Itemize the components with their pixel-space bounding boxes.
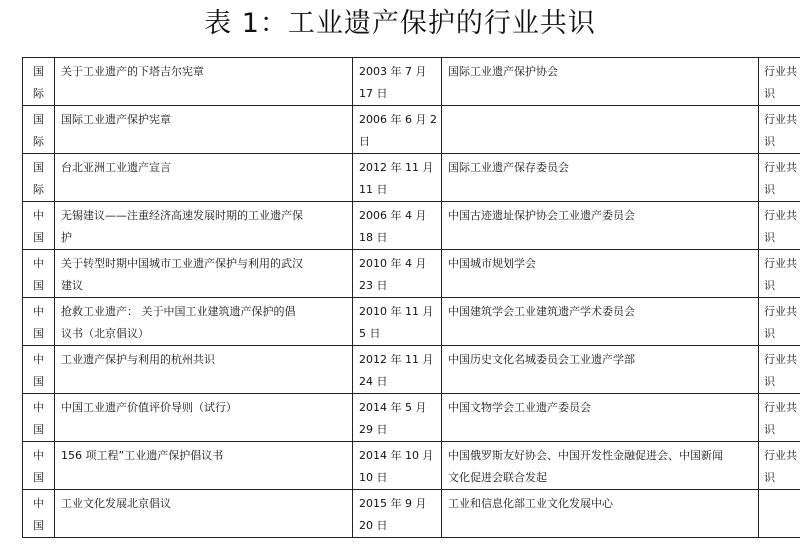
table-title: 表 1：工业遗产保护的行业共识	[204, 8, 596, 39]
table-row	[23, 202, 800, 250]
type-cell	[759, 250, 800, 298]
type-text: 识	[764, 279, 775, 292]
date-cell	[353, 202, 442, 250]
table-row	[23, 58, 800, 106]
document-name-text: 台北亚洲工业遗产宣言	[61, 161, 171, 174]
organization-text: 中国文物学会工业遗产委员会	[448, 401, 591, 414]
document-name-cell	[55, 298, 353, 346]
type-text: 行业共	[764, 257, 797, 270]
region-text: 中	[33, 257, 44, 270]
date-text: 2014 年 5 月	[359, 401, 427, 414]
organization-text: 国际工业遗产保护协会	[448, 65, 558, 78]
date-text: 18 日	[359, 231, 388, 244]
region-cell	[23, 346, 55, 394]
region-text: 国	[33, 423, 44, 436]
region-cell	[23, 154, 55, 202]
date-cell	[353, 58, 442, 106]
region-text: 中	[33, 401, 44, 414]
type-cell	[759, 298, 800, 346]
date-text: 29 日	[359, 423, 388, 436]
type-text: 行业共	[764, 305, 797, 318]
organization-text: 工业和信息化部工业文化发展中心	[448, 497, 613, 510]
region-text: 中	[33, 209, 44, 222]
table-row	[23, 346, 800, 394]
table-row	[23, 442, 800, 490]
date-cell	[353, 250, 442, 298]
document-name-cell	[55, 346, 353, 394]
region-text: 中	[33, 497, 44, 510]
organization-cell	[442, 394, 759, 442]
document-name-text: 国际工业遗产保护宪章	[61, 113, 171, 126]
organization-text: 中国俄罗斯友好协会、中国开发性金融促进会、中国新闻	[448, 449, 723, 462]
date-text: 2014 年 10 月	[359, 449, 434, 462]
document-name-text: 156 项工程”工业遗产保护倡议书	[61, 449, 224, 462]
document-name-text: 工业文化发展北京倡议	[61, 497, 171, 510]
document-name-cell	[55, 154, 353, 202]
region-text: 国	[33, 161, 44, 174]
document-name-text: 无锡建议——注重经济高速发展时期的工业遗产保	[61, 209, 303, 222]
type-text: 识	[764, 183, 775, 196]
table-row	[23, 490, 800, 538]
date-text: 2006 年 4 月	[359, 209, 427, 222]
region-text: 际	[33, 183, 44, 196]
organization-text: 国际工业遗产保存委员会	[448, 161, 569, 174]
type-cell	[759, 346, 800, 394]
date-cell	[353, 106, 442, 154]
type-cell	[759, 394, 800, 442]
date-text: 10 日	[359, 471, 388, 484]
table-row	[23, 154, 800, 202]
type-cell	[759, 442, 800, 490]
region-text: 中	[33, 353, 44, 366]
type-cell	[759, 58, 800, 106]
document-name-cell	[55, 106, 353, 154]
date-text: 11 日	[359, 183, 388, 196]
region-text: 国	[33, 471, 44, 484]
organization-cell	[442, 346, 759, 394]
type-text: 识	[764, 423, 775, 436]
date-cell	[353, 394, 442, 442]
date-text: 2012 年 11 月	[359, 353, 434, 366]
document-name-cell	[55, 58, 353, 106]
date-text: 23 日	[359, 279, 388, 292]
document-name-cell	[55, 442, 353, 490]
region-text: 国	[33, 375, 44, 388]
organization-text: 中国城市规划学会	[448, 257, 536, 270]
region-cell	[23, 202, 55, 250]
date-text: 17 日	[359, 87, 388, 100]
type-text: 行业共	[764, 113, 797, 126]
type-text: 行业共	[764, 353, 797, 366]
document-name-cell	[55, 202, 353, 250]
date-cell	[353, 298, 442, 346]
region-cell	[23, 298, 55, 346]
document-name-text: 抢救工业遗产： 关于中国工业建筑遗产保护的倡	[61, 305, 296, 318]
region-text: 国	[33, 113, 44, 126]
date-text: 20 日	[359, 519, 388, 532]
type-text: 识	[764, 87, 775, 100]
region-text: 国	[33, 519, 44, 532]
document-name-text: 工业遗产保护与利用的杭州共识	[61, 353, 215, 366]
region-cell	[23, 106, 55, 154]
type-text: 行业共	[764, 161, 797, 174]
organization-text: 文化促进会联合发起	[448, 471, 547, 484]
table-row	[23, 298, 800, 346]
document-name-text: 关于转型时期中国城市工业遗产保护与利用的武汉	[61, 257, 303, 270]
type-text: 行业共	[764, 449, 797, 462]
organization-cell	[442, 298, 759, 346]
date-text: 2012 年 11 月	[359, 161, 434, 174]
organization-cell	[442, 490, 759, 538]
region-text: 国	[33, 327, 44, 340]
document-name-text: 关于工业遗产的下塔吉尔宪章	[61, 65, 204, 78]
region-text: 际	[33, 135, 44, 148]
region-cell	[23, 490, 55, 538]
region-text: 国	[33, 279, 44, 292]
date-text: 2015 年 9 月	[359, 497, 427, 510]
organization-cell	[442, 442, 759, 490]
document-name-text: 护	[61, 231, 72, 244]
date-text: 24 日	[359, 375, 388, 388]
table-row	[23, 394, 800, 442]
document-name-text: 建议	[61, 279, 83, 292]
date-cell	[353, 490, 442, 538]
type-cell	[759, 154, 800, 202]
region-cell	[23, 394, 55, 442]
region-text: 际	[33, 87, 44, 100]
table-row	[23, 250, 800, 298]
date-text: 2010 年 11 月	[359, 305, 434, 318]
region-cell	[23, 250, 55, 298]
document-name-cell	[55, 250, 353, 298]
organization-cell	[442, 154, 759, 202]
organization-text: 中国建筑学会工业建筑遗产学术委员会	[448, 305, 635, 318]
type-text: 识	[764, 231, 775, 244]
type-cell	[759, 106, 800, 154]
region-text: 中	[33, 449, 44, 462]
date-text: 2003 年 7 月	[359, 65, 427, 78]
type-cell	[759, 490, 800, 538]
date-text: 5 日	[359, 327, 381, 340]
region-text: 国	[33, 231, 44, 244]
table-row	[23, 106, 800, 154]
organization-text: 中国古迹遗址保护协会工业遗产委员会	[448, 209, 635, 222]
consensus-table	[22, 57, 800, 538]
type-text: 识	[764, 471, 775, 484]
date-cell	[353, 442, 442, 490]
organization-cell	[442, 202, 759, 250]
date-cell	[353, 346, 442, 394]
type-text: 识	[764, 327, 775, 340]
date-text: 2010 年 4 月	[359, 257, 427, 270]
type-text: 行业共	[764, 65, 797, 78]
region-cell	[23, 58, 55, 106]
organization-cell	[442, 58, 759, 106]
date-cell	[353, 154, 442, 202]
table-body	[23, 58, 800, 538]
region-text: 中	[33, 305, 44, 318]
type-text: 识	[764, 375, 775, 388]
organization-cell	[442, 250, 759, 298]
organization-cell	[442, 106, 759, 154]
type-cell	[759, 202, 800, 250]
region-cell	[23, 442, 55, 490]
document-name-cell	[55, 490, 353, 538]
document-name-text: 议书（北京倡议）	[61, 327, 149, 340]
document-name-cell	[55, 394, 353, 442]
type-text: 识	[764, 135, 775, 148]
document-name-text: 中国工业遗产价值评价导则（试行）	[61, 401, 237, 414]
type-text: 行业共	[764, 209, 797, 222]
date-text: 2006 年 6 月 2	[359, 113, 437, 126]
organization-text: 中国历史文化名城委员会工业遗产学部	[448, 353, 635, 366]
date-text: 日	[359, 135, 370, 148]
region-text: 国	[33, 65, 44, 78]
type-text: 行业共	[764, 401, 797, 414]
